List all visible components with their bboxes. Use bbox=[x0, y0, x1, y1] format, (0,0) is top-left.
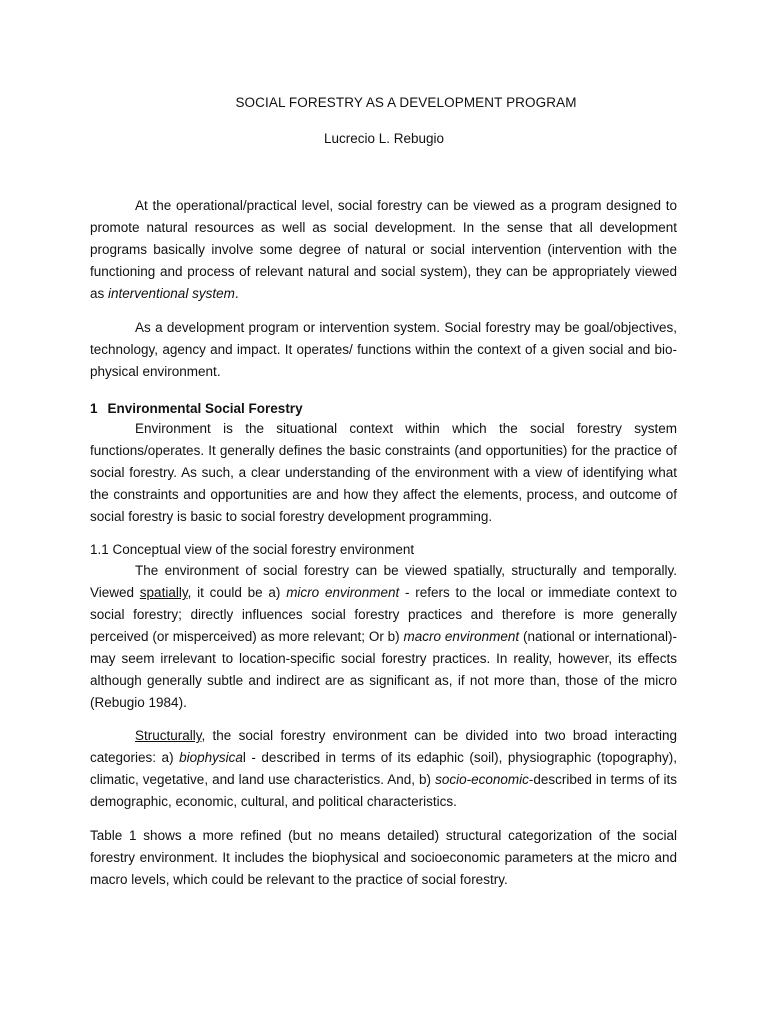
intro-paragraph-1-emphasis: interventional system bbox=[108, 286, 235, 301]
subsection-paragraph-1-text-b: , it could be a) bbox=[187, 585, 287, 600]
section-1-title: Environmental Social Forestry bbox=[107, 401, 303, 416]
section-1-paragraph: Environment is the situational context within which the social forestry system functions/operates. It generally defines the basic constraints (and opportunities) for the practice of social forestry. As such, a clear understanding of the environment with a view of identifying what the constraints and opportunities are and how they affect the elements, process, and outcome of social forestry is basic to social forestry development programming. bbox=[90, 421, 677, 524]
subsection-paragraph-1-text-d: (national or international)- may seem irrelevant to location-specific social forestry practices. In reality, however, its effects although generally subtle and indirect are as significant as, if not more than, those of the micro (Rebugio 1984). bbox=[90, 629, 677, 710]
intro-paragraph-1-text: At the operational/practical level, social forestry can be viewed as a program designed to promote natural resources as well as social development. In the sense that all development programs basically involve some degree of natural or social intervention (intervention with the functioning and process of relevant natural and social system), they can be appropriately viewed as bbox=[90, 198, 677, 301]
subsection-paragraph-2-underline: Structurally bbox=[135, 728, 202, 743]
subsection-1-1-heading: 1.1 Conceptual view of the social forestry environment bbox=[90, 542, 415, 557]
subsection-1-1-paragraph-1 bbox=[90, 560, 677, 714]
intro-paragraph-2: As a development program or intervention system. Social forestry may be goal/objectives, technology, agency and impact. It operates/ functions within the context of a given social and bio-physical environment. bbox=[90, 320, 677, 379]
subsection-paragraph-1-italic-2: macro environment bbox=[403, 629, 520, 644]
document-author: Lucrecio L. Rebugio bbox=[323, 131, 445, 146]
intro-paragraph-1-end: . bbox=[234, 286, 239, 301]
subsection-paragraph-2-text-c: -described in terms of its demographic, economic, cultural, and political characteristics. bbox=[90, 772, 677, 809]
subsection-paragraph-2-text-a: , the social forestry environment can be divided into two broad interacting categories: a) bbox=[90, 728, 677, 765]
subsection-paragraph-1-underline: spatially bbox=[139, 585, 188, 600]
intro-paragraph-1 bbox=[90, 195, 677, 305]
subsection-1-1-paragraph-3: Table 1 shows a more refined (but no means detailed) structural categorization of the social forestry environment. It includes the biophysical and socioeconomic parameters at the micro and macro levels, which could be relevant to the practice of social forestry. bbox=[90, 828, 677, 887]
section-1-number: 1 bbox=[90, 401, 98, 416]
subsection-paragraph-2-text-b: l - described in terms of its edaphic (soil), physiographic (topography), climatic, vegetative, and land use characteristics. And, b) bbox=[90, 750, 678, 787]
subsection-paragraph-1-italic-1: micro environment bbox=[286, 585, 400, 600]
document-title: SOCIAL FORESTRY AS A DEVELOPMENT PROGRAM bbox=[235, 95, 577, 110]
subsection-1-1-paragraph-2 bbox=[90, 725, 677, 813]
subsection-paragraph-1-text-a: The environment of social forestry can be viewed spatially, structurally and temporally. Viewed bbox=[90, 563, 677, 600]
subsection-paragraph-1-text-c: - refers to the local or immediate context to social forestry; directly influences social forestry practices and therefore is more generally perceived (or misperceived) as more relevant; Or b) bbox=[90, 585, 677, 644]
subsection-paragraph-2-italic-2: socio-economic bbox=[435, 772, 529, 787]
section-1-heading bbox=[90, 398, 677, 420]
subsection-paragraph-2-italic-1: biophysica bbox=[179, 750, 243, 765]
